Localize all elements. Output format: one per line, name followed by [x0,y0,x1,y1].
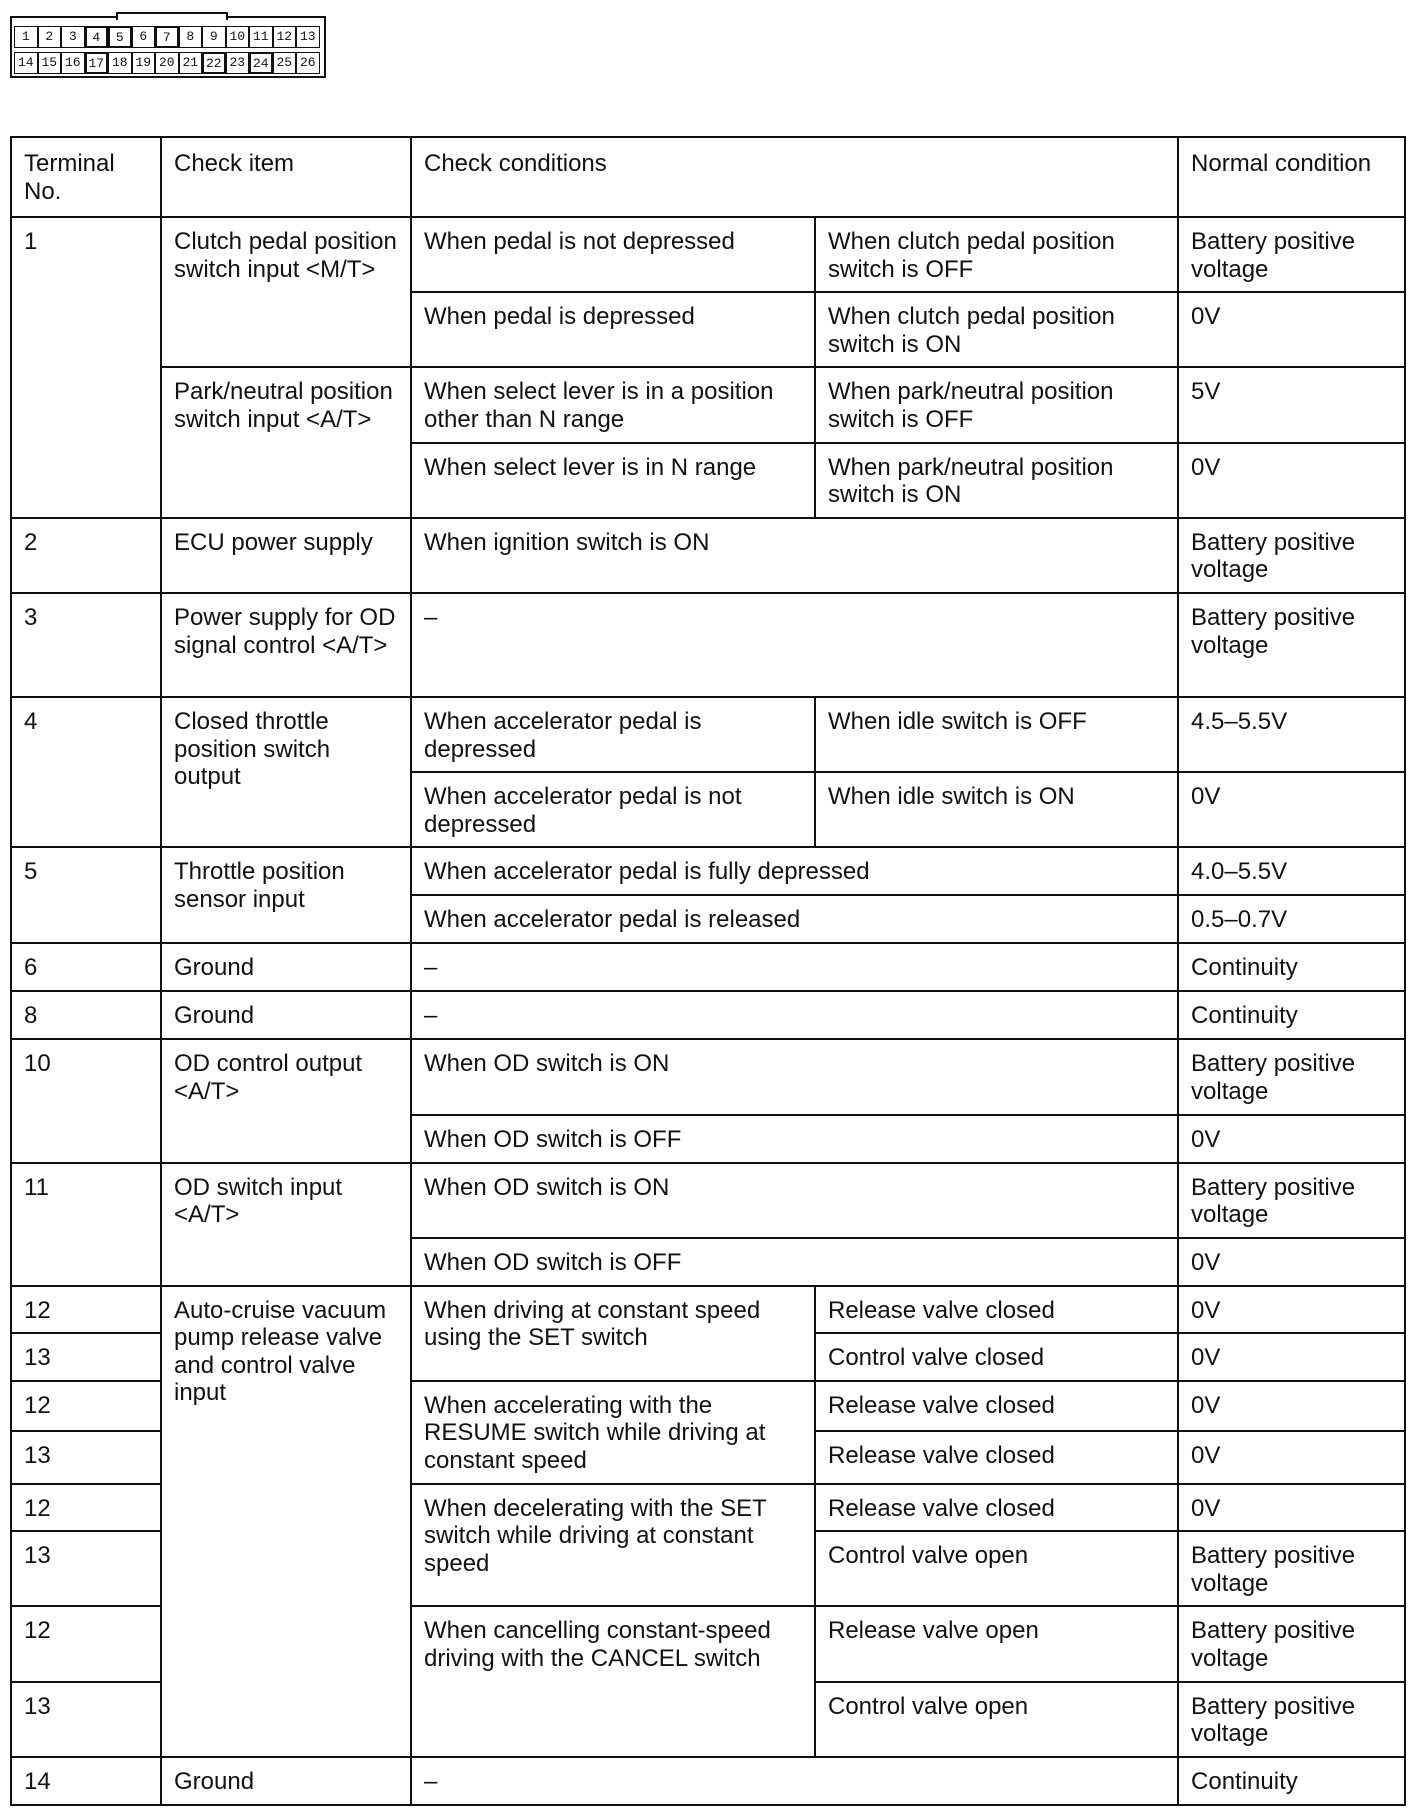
check-item: Ground [161,991,411,1039]
pin: 6 [132,26,156,48]
pin: 25 [273,52,297,74]
check-condition: When OD switch is ON [411,1039,1178,1114]
check-subcondition: Release valve open [815,1606,1178,1681]
normal-condition: Continuity [1178,1757,1405,1805]
terminal-no: 1 [11,217,161,518]
connector-pin-row-bottom [14,52,320,74]
table-row [11,217,1405,292]
check-subcondition: When clutch pedal position switch is ON [815,292,1178,367]
check-subcondition: When clutch pedal position switch is OFF [815,217,1178,292]
table-row [11,367,1405,442]
pin: 8 [179,26,203,48]
terminal-no: 10 [11,1039,161,1162]
pin: 7 [155,26,179,48]
check-item: Power supply for OD signal control <A/T> [161,593,411,697]
table-row [11,1286,1405,1334]
normal-condition: 0V [1178,1431,1405,1483]
terminal-no: 3 [11,593,161,697]
check-subcondition: Control valve open [815,1531,1178,1606]
check-item: Ground [161,1757,411,1805]
pin: 21 [179,52,203,74]
normal-condition: 0V [1178,292,1405,367]
check-subcondition: When park/neutral position switch is ON [815,443,1178,518]
normal-condition: 5V [1178,367,1405,442]
pin: 13 [296,26,320,48]
pin: 11 [249,26,273,48]
check-item: Closed throttle position switch output [161,697,411,847]
check-subcondition: Control valve closed [815,1333,1178,1381]
normal-condition: 4.5–5.5V [1178,697,1405,772]
normal-condition: Battery positive voltage [1178,1606,1405,1681]
normal-condition: Battery positive voltage [1178,1531,1405,1606]
check-item: ECU power supply [161,518,411,593]
pin: 10 [226,26,250,48]
terminal-no: 14 [11,1757,161,1805]
pin: 18 [108,52,132,74]
terminal-no: 11 [11,1163,161,1286]
pin: 3 [61,26,85,48]
terminal-no: 12 [11,1606,161,1681]
table-row [11,1039,1405,1114]
check-item: Throttle position sensor input [161,847,411,943]
normal-condition: Battery positive voltage [1178,217,1405,292]
header-check-conditions: Check conditions [411,137,1178,217]
normal-condition: 0V [1178,772,1405,847]
check-condition: When select lever is in N range [411,443,815,518]
table-row [11,1163,1405,1238]
normal-condition: Battery positive voltage [1178,1039,1405,1114]
terminal-no: 13 [11,1531,161,1606]
normal-condition: Continuity [1178,943,1405,991]
pin: 20 [155,52,179,74]
terminal-no: 12 [11,1286,161,1334]
check-condition: When accelerator pedal is fully depressed [411,847,1178,895]
connector-pin-row-top [14,26,320,48]
pin: 12 [273,26,297,48]
check-subcondition: Release valve closed [815,1286,1178,1334]
table-row [11,943,1405,991]
terminal-no: 12 [11,1484,161,1532]
normal-condition: 0V [1178,1286,1405,1334]
table-header-row [11,137,1405,217]
pin: 2 [38,26,62,48]
check-subcondition: When idle switch is ON [815,772,1178,847]
check-item: Ground [161,943,411,991]
check-condition: When pedal is depressed [411,292,815,367]
pin: 26 [296,52,320,74]
pin: 22 [202,52,226,74]
check-condition: When driving at constant speed using the SET switch [411,1286,815,1381]
normal-condition: 0.5–0.7V [1178,895,1405,943]
table-row [11,1757,1405,1805]
terminal-no: 6 [11,943,161,991]
check-subcondition: Release valve closed [815,1381,1178,1431]
normal-condition: Battery positive voltage [1178,593,1405,697]
pin: 15 [38,52,62,74]
check-condition: – [411,593,1178,697]
terminal-no: 8 [11,991,161,1039]
check-condition: When decelerating with the SET switch while driving at constant speed [411,1484,815,1607]
check-condition: When cancelling constant-speed driving with the CANCEL switch [411,1606,815,1756]
terminal-no: 13 [11,1333,161,1381]
pin: 1 [14,26,38,48]
check-condition: When accelerating with the RESUME switch while driving at constant speed [411,1381,815,1484]
terminal-no: 12 [11,1381,161,1431]
check-condition: – [411,943,1178,991]
terminal-check-table [10,136,1406,1806]
normal-condition: Battery positive voltage [1178,1163,1405,1238]
normal-condition: 0V [1178,1381,1405,1431]
pin: 14 [14,52,38,74]
table-row [11,847,1405,895]
table-row [11,518,1405,593]
check-condition: When select lever is in a position other than N range [411,367,815,442]
check-item: Clutch pedal position switch input <M/T> [161,217,411,367]
normal-condition: Continuity [1178,991,1405,1039]
table-row [11,991,1405,1039]
header-normal-condition: Normal condition [1178,137,1405,217]
connector-diagram [10,8,328,80]
check-condition: When ignition switch is ON [411,518,1178,593]
header-check-item: Check item [161,137,411,217]
check-condition: When pedal is not depressed [411,217,815,292]
terminal-no: 4 [11,697,161,847]
check-condition: When accelerator pedal is released [411,895,1178,943]
check-item: Park/neutral position switch input <A/T> [161,367,411,517]
terminal-no: 13 [11,1682,161,1757]
normal-condition: Battery positive voltage [1178,1682,1405,1757]
pin: 4 [85,26,109,48]
normal-condition: 0V [1178,443,1405,518]
check-condition: When OD switch is OFF [411,1238,1178,1286]
table-row [11,697,1405,772]
pin: 9 [202,26,226,48]
normal-condition: 0V [1178,1484,1405,1532]
normal-condition: Battery positive voltage [1178,518,1405,593]
check-item: OD switch input <A/T> [161,1163,411,1286]
check-subcondition: Release valve closed [815,1484,1178,1532]
header-terminal-no: Terminal No. [11,137,161,217]
check-condition: When accelerator pedal is not depressed [411,772,815,847]
check-condition: When OD switch is OFF [411,1115,1178,1163]
normal-condition: 0V [1178,1333,1405,1381]
pin: 23 [226,52,250,74]
normal-condition: 0V [1178,1115,1405,1163]
pin: 24 [249,52,273,74]
normal-condition: 0V [1178,1238,1405,1286]
check-subcondition: Release valve closed [815,1431,1178,1483]
check-subcondition: When idle switch is OFF [815,697,1178,772]
check-item: Auto-cruise vacuum pump release valve and control valve input [161,1286,411,1757]
normal-condition: 4.0–5.5V [1178,847,1405,895]
pin: 16 [61,52,85,74]
check-subcondition: When park/neutral position switch is OFF [815,367,1178,442]
check-condition: – [411,991,1178,1039]
pin: 19 [132,52,156,74]
table-row [11,593,1405,697]
terminal-no: 13 [11,1431,161,1483]
check-condition: When OD switch is ON [411,1163,1178,1238]
check-item: OD control output <A/T> [161,1039,411,1162]
connector-key [116,12,228,20]
check-subcondition: Control valve open [815,1682,1178,1757]
pin: 5 [108,26,132,48]
check-condition: – [411,1757,1178,1805]
check-condition: When accelerator pedal is depressed [411,697,815,772]
pin: 17 [85,52,109,74]
terminal-no: 5 [11,847,161,943]
terminal-no: 2 [11,518,161,593]
